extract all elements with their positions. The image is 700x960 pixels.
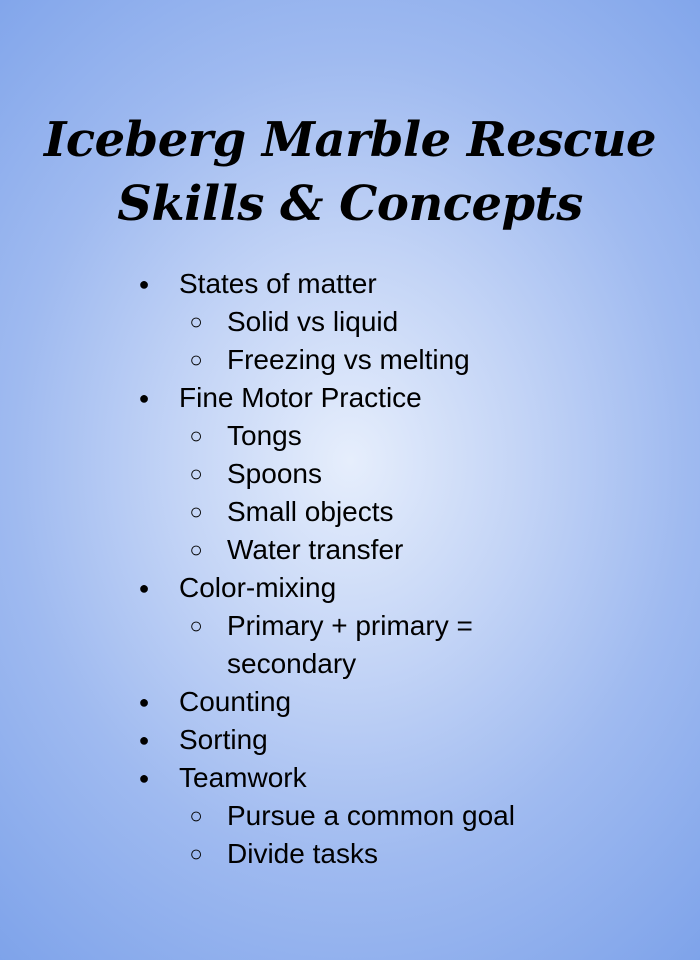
list-item-text: Teamwork — [179, 762, 307, 793]
list-item — [0, 797, 700, 835]
list-item — [0, 265, 700, 303]
title-line-2: Skills & Concepts — [117, 176, 583, 232]
skills-list — [0, 265, 700, 873]
list-item — [0, 341, 700, 379]
list-item-text: States of matter — [179, 268, 377, 299]
list-item-text: Sorting — [179, 724, 268, 755]
list-item-text: Freezing vs melting — [227, 344, 470, 375]
list-item-text: Small objects — [227, 496, 394, 527]
list-item-text: Color-mixing — [179, 572, 337, 603]
filled-bullet-icon: ● — [138, 578, 150, 598]
list-item — [0, 303, 700, 341]
list-item — [0, 379, 700, 417]
list-item-text: Divide tasks — [227, 838, 378, 869]
filled-bullet-icon: ● — [138, 274, 150, 294]
hollow-bullet-icon: ○ — [189, 423, 203, 448]
list-item — [0, 493, 700, 531]
hollow-bullet-icon: ○ — [189, 499, 203, 524]
list-item-text: Water transfer — [227, 534, 404, 565]
list-item — [0, 569, 700, 607]
title-line-1: Iceberg Marble Rescue — [43, 112, 657, 168]
list-item-continuation — [0, 645, 700, 683]
filled-bullet-icon: ● — [138, 692, 150, 712]
list-item-text: Counting — [179, 686, 292, 717]
list-item-text: secondary — [227, 648, 357, 679]
list-item-text: Pursue a common goal — [227, 800, 515, 831]
list-item — [0, 835, 700, 873]
list-item-text: Spoons — [227, 458, 322, 489]
list-item-text: Tongs — [227, 420, 302, 451]
list-item — [0, 607, 700, 645]
list-item — [0, 455, 700, 493]
list-item — [0, 417, 700, 455]
page-title — [0, 108, 700, 236]
hollow-bullet-icon: ○ — [189, 309, 203, 334]
list-item — [0, 759, 700, 797]
list-item-text: Solid vs liquid — [227, 306, 399, 337]
list-item — [0, 721, 700, 759]
filled-bullet-icon: ● — [138, 730, 150, 750]
list-item — [0, 531, 700, 569]
filled-bullet-icon: ● — [138, 388, 150, 408]
list-item-text: Primary + primary = — [227, 610, 473, 641]
hollow-bullet-icon: ○ — [189, 461, 203, 486]
hollow-bullet-icon: ○ — [189, 803, 203, 828]
hollow-bullet-icon: ○ — [189, 347, 203, 372]
hollow-bullet-icon: ○ — [189, 841, 203, 866]
list-item — [0, 683, 700, 721]
hollow-bullet-icon: ○ — [189, 537, 203, 562]
hollow-bullet-icon: ○ — [189, 613, 203, 638]
list-item-text: Fine Motor Practice — [179, 382, 422, 413]
filled-bullet-icon: ● — [138, 768, 150, 788]
